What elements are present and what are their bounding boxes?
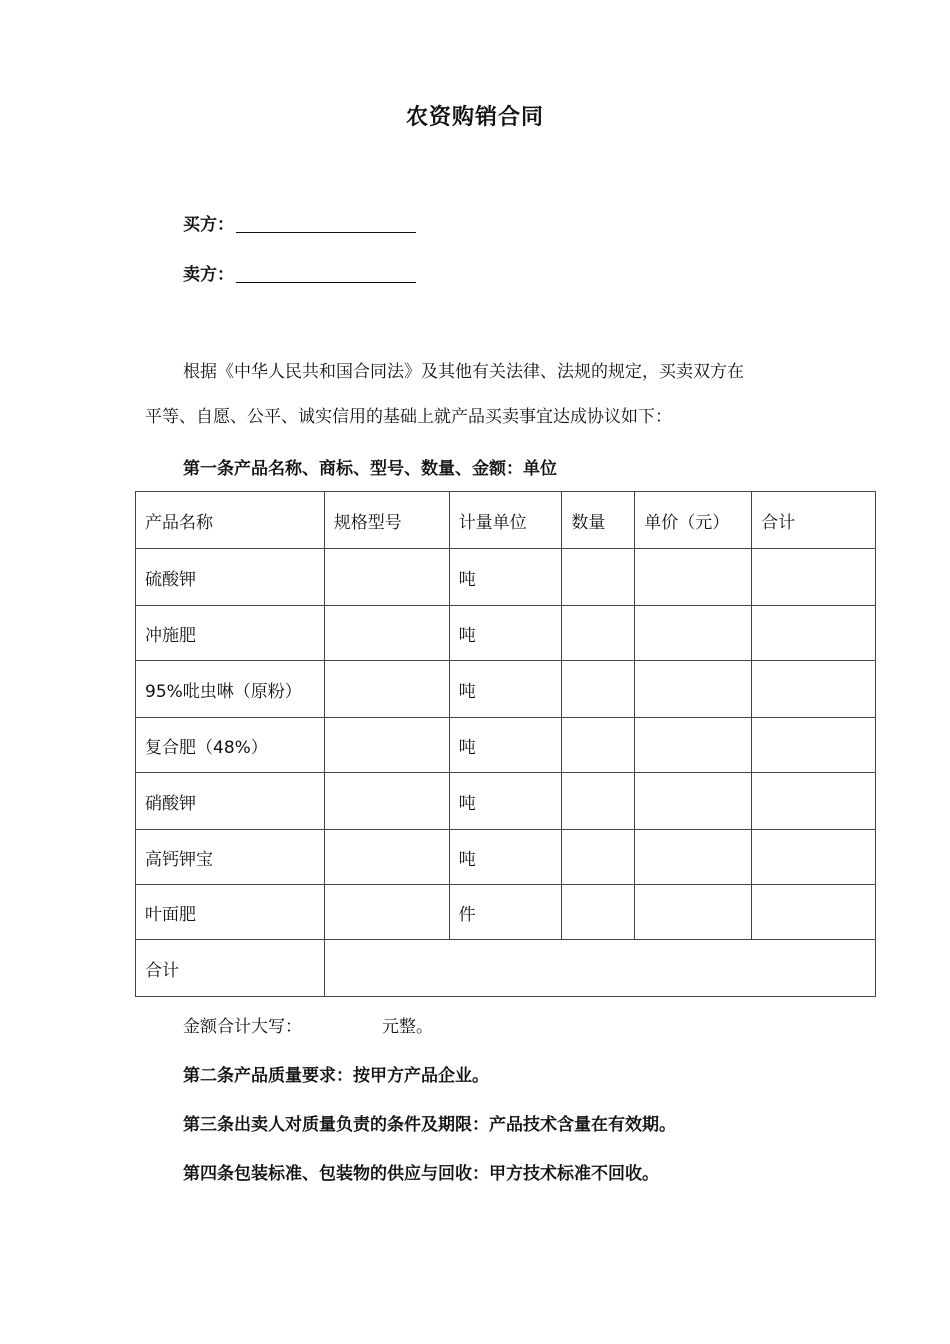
- article-2: 第二条产品质量要求：按甲方产品企业。: [183, 1066, 489, 1086]
- cell-product-name: 叶面肥: [136, 885, 325, 940]
- cell-price: [635, 885, 752, 940]
- cell-quantity: [562, 830, 635, 885]
- cell-unit: 吨: [449, 549, 562, 606]
- cell-quantity: [562, 773, 635, 830]
- cell-spec: [324, 549, 449, 606]
- amount-suffix: 元整。: [382, 1017, 433, 1037]
- header-unit-price: 单价（元）: [635, 492, 752, 549]
- cell-total-value: [324, 940, 875, 997]
- cell-price: [635, 718, 752, 773]
- cell-spec: [324, 885, 449, 940]
- cell-unit: 吨: [449, 830, 562, 885]
- cell-price: [635, 606, 752, 661]
- cell-unit: 吨: [449, 661, 562, 718]
- seller-line: [183, 260, 416, 285]
- article-3: 第三条出卖人对质量负责的条件及期限：产品技术含量在有效期。: [183, 1115, 676, 1135]
- cell-unit: 吨: [449, 718, 562, 773]
- cell-total-label: 合计: [136, 940, 325, 997]
- cell-spec: [324, 606, 449, 661]
- cell-price: [635, 661, 752, 718]
- cell-total: [752, 830, 876, 885]
- cell-quantity: [562, 606, 635, 661]
- cell-quantity: [562, 885, 635, 940]
- table-row: [136, 885, 876, 940]
- table-row: [136, 718, 876, 773]
- amount-line: [183, 1012, 433, 1037]
- cell-spec: [324, 830, 449, 885]
- cell-total: [752, 661, 876, 718]
- cell-unit: 吨: [449, 773, 562, 830]
- cell-product-name: 硫酸钾: [136, 549, 325, 606]
- cell-quantity: [562, 718, 635, 773]
- article-4: 第四条包装标准、包装物的供应与回收：甲方技术标准不回收。: [183, 1164, 659, 1184]
- cell-product-name: 冲施肥: [136, 606, 325, 661]
- cell-product-name: 95%吡虫啉（原粉）: [136, 661, 325, 718]
- table-row: [136, 661, 876, 718]
- intro-line-2: 平等、自愿、公平、诚实信用的基础上就产品买卖事宜达成协议如下：: [145, 407, 672, 427]
- amount-label: 金额合计大写：: [183, 1017, 302, 1037]
- cell-product-name: 复合肥（48%）: [136, 718, 325, 773]
- table-row: [136, 606, 876, 661]
- cell-product-name: 高钙钾宝: [136, 830, 325, 885]
- cell-total: [752, 885, 876, 940]
- cell-spec: [324, 661, 449, 718]
- cell-unit: 吨: [449, 606, 562, 661]
- article-1: 第一条产品名称、商标、型号、数量、金额：单位: [183, 459, 557, 479]
- header-quantity: 数量: [562, 492, 635, 549]
- cell-quantity: [562, 661, 635, 718]
- seller-label: 卖方：: [183, 265, 234, 285]
- cell-total: [752, 718, 876, 773]
- cell-total: [752, 549, 876, 606]
- buyer-blank: [236, 214, 416, 233]
- header-product-name: 产品名称: [136, 492, 325, 549]
- header-unit: 计量单位: [449, 492, 562, 549]
- header-spec-model: 规格型号: [324, 492, 449, 549]
- cell-product-name: 硝酸钾: [136, 773, 325, 830]
- table-row: [136, 773, 876, 830]
- cell-price: [635, 549, 752, 606]
- intro-line-1: 根据《中华人民共和国合同法》及其他有关法律、法规的规定，买卖双方在: [183, 362, 744, 382]
- cell-quantity: [562, 549, 635, 606]
- cell-total: [752, 773, 876, 830]
- cell-spec: [324, 773, 449, 830]
- table-row: [136, 830, 876, 885]
- header-total: 合计: [752, 492, 876, 549]
- cell-price: [635, 830, 752, 885]
- table-total-row: [136, 940, 876, 997]
- table-header-row: [136, 492, 876, 549]
- cell-unit: 件: [449, 885, 562, 940]
- buyer-label: 买方：: [183, 215, 234, 235]
- cell-price: [635, 773, 752, 830]
- buyer-line: [183, 210, 416, 235]
- product-table: [135, 491, 876, 997]
- table-row: [136, 549, 876, 606]
- cell-total: [752, 606, 876, 661]
- seller-blank: [236, 264, 416, 283]
- document-title: 农资购销合同: [405, 105, 544, 130]
- cell-spec: [324, 718, 449, 773]
